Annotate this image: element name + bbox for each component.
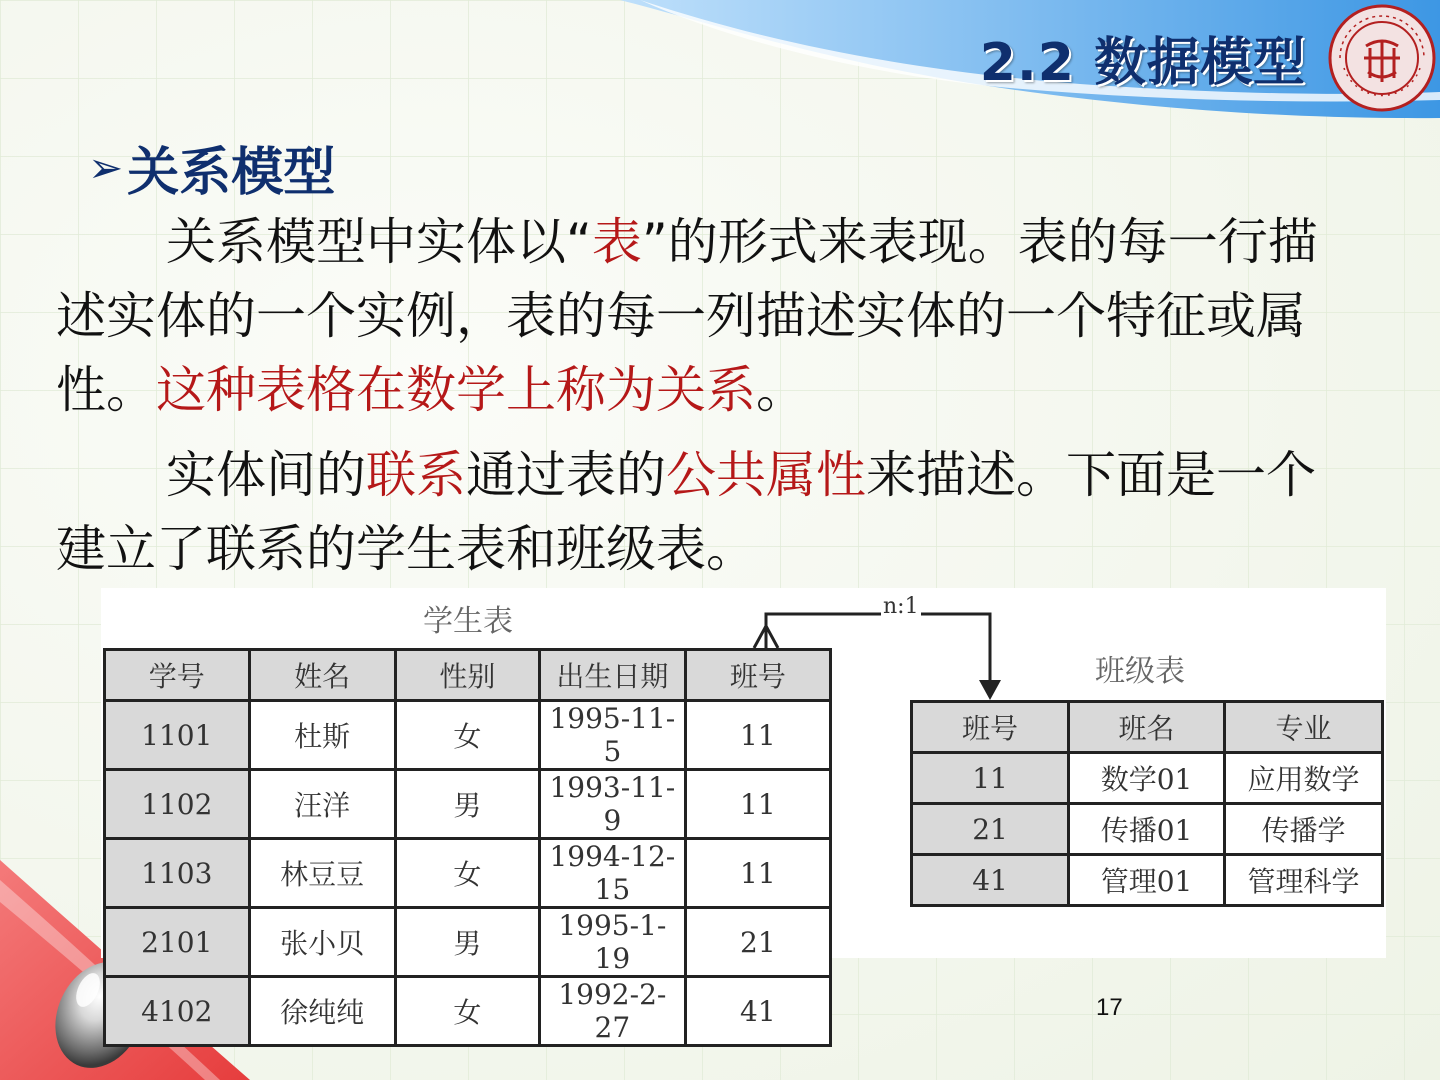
p1-text-a: 关系模型中实体以“ <box>166 213 592 271</box>
table-cell: 张小贝 <box>249 908 395 977</box>
table-cell: 1995-11-5 <box>540 701 686 770</box>
table-cell: 21 <box>685 908 830 977</box>
arrow-bullet-icon: ➢ <box>88 143 124 192</box>
student-id-cell: 1101 <box>105 701 250 770</box>
table-cell: 1994-12-15 <box>540 839 686 908</box>
table-cell: 管理01 <box>1069 855 1225 906</box>
table-row <box>105 977 831 1046</box>
class-table <box>910 700 1384 907</box>
student-table-caption: 学生表 <box>423 604 513 639</box>
table-cell: 11 <box>685 701 830 770</box>
class-col-name: 班名 <box>1069 702 1225 753</box>
table-cell: 1995-1-19 <box>540 908 686 977</box>
table-row <box>105 839 831 908</box>
p2-text-b: 通过表的 <box>466 446 666 504</box>
table-row <box>912 855 1383 906</box>
university-seal-icon <box>1326 2 1438 114</box>
student-table <box>103 648 832 1047</box>
table-cell: 传播01 <box>1069 804 1225 855</box>
table-cell: 杜斯 <box>249 701 395 770</box>
table-cell: 1993-11-9 <box>540 770 686 839</box>
table-cell: 林豆豆 <box>249 839 395 908</box>
student-col-gender: 性别 <box>395 650 539 701</box>
table-cell: 数学01 <box>1069 753 1225 804</box>
table-row <box>912 753 1383 804</box>
table-cell: 11 <box>685 839 830 908</box>
student-col-birthdate: 出生日期 <box>540 650 686 701</box>
student-id-cell: 1103 <box>105 839 250 908</box>
table-cell: 男 <box>395 908 539 977</box>
student-col-name: 姓名 <box>249 650 395 701</box>
table-row <box>105 770 831 839</box>
table-row <box>912 804 1383 855</box>
table-cell: 徐纯纯 <box>249 977 395 1046</box>
paragraph-relational-model <box>56 205 1346 427</box>
p2-highlight-common-attr: 公共属性 <box>666 446 866 504</box>
table-cell: 11 <box>685 770 830 839</box>
p1-highlight-relation: 这种表格在数学上称为关系 <box>156 361 756 419</box>
p2-text-a: 实体间的 <box>166 446 366 504</box>
class-id-cell: 21 <box>912 804 1069 855</box>
class-table-caption: 班级表 <box>1095 654 1185 689</box>
p1-highlight-table: 表 <box>591 213 642 271</box>
student-id-cell: 1102 <box>105 770 250 839</box>
p2-text-c: 来描述。下面是一个建立了联系的学生表和班级表。 <box>56 446 1316 578</box>
section-heading <box>88 130 335 205</box>
table-cell: 女 <box>395 977 539 1046</box>
p1-text-c: 。 <box>756 361 806 419</box>
student-col-id: 学号 <box>105 650 250 701</box>
relationship-cardinality-label: n:1 <box>883 594 919 619</box>
student-col-class-id: 班号 <box>685 650 830 701</box>
class-id-cell: 41 <box>912 855 1069 906</box>
p1-text-b: ”的形式来表现。表的每一行描述实体的一个实例，表的每一列描述实体的一个特征或属性。 <box>56 213 1318 419</box>
paragraph-relationships <box>56 438 1346 586</box>
table-row <box>105 701 831 770</box>
table-cell: 女 <box>395 839 539 908</box>
table-cell: 应用数学 <box>1225 753 1383 804</box>
page-number: 17 <box>1096 994 1123 1021</box>
table-cell: 汪洋 <box>249 770 395 839</box>
table-cell: 41 <box>685 977 830 1046</box>
slide-title: 2.2 数据模型 <box>979 33 1306 93</box>
p2-highlight-link: 联系 <box>366 446 466 504</box>
class-col-id: 班号 <box>912 702 1069 753</box>
student-id-cell: 4102 <box>105 977 250 1046</box>
table-cell: 管理科学 <box>1225 855 1383 906</box>
section-heading-text: 关系模型 <box>127 143 336 203</box>
table-cell: 传播学 <box>1225 804 1383 855</box>
class-table-header-row <box>912 702 1383 753</box>
class-col-major: 专业 <box>1225 702 1383 753</box>
table-cell: 男 <box>395 770 539 839</box>
table-cell: 1992-2-27 <box>540 977 686 1046</box>
table-row <box>105 908 831 977</box>
student-table-header-row <box>105 650 831 701</box>
class-id-cell: 11 <box>912 753 1069 804</box>
student-id-cell: 2101 <box>105 908 250 977</box>
table-cell: 女 <box>395 701 539 770</box>
